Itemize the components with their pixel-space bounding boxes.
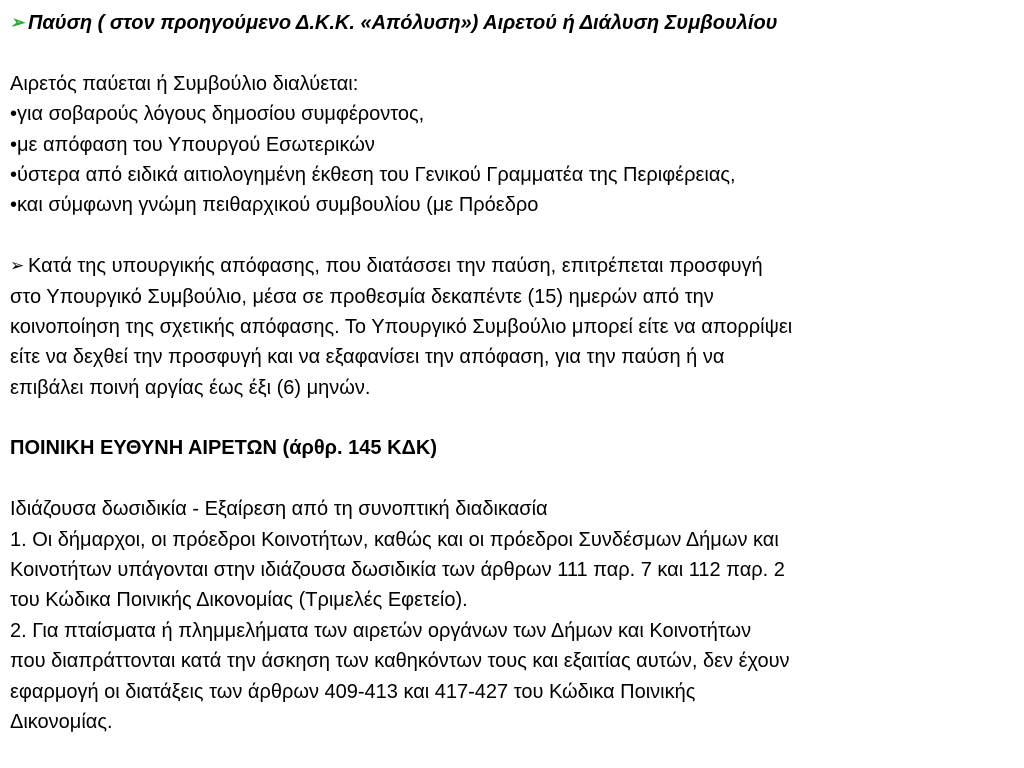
paragraph-line: είτε να δεχθεί την προσφυγή και να εξαφανίσει την απόφαση, για την παύση ή να	[10, 346, 725, 369]
paragraph-line: Δικονομίας.	[10, 710, 113, 733]
paragraph-line: επιβάλει ποινή αργίας έως έξι (6) μηνών.	[10, 376, 371, 399]
paragraph-line: Κατά της υπουργικής απόφασης, που διατάσσει την παύση, επιτρέπεται προσφυγή	[28, 255, 763, 278]
spacer	[10, 464, 1020, 494]
paragraph-line: που διαπράττονται κατά την άσκηση των καθηκόντων τους και εξαιτίας αυτών, δεν έχουν	[10, 650, 790, 673]
paragraph-line: 1. Οι δήμαρχοι, οι πρόεδροι Κοινοτήτων, καθώς και οι πρόεδροι Συνδέσμων Δήμων και	[10, 528, 779, 551]
bullet-item: •και σύμφωνη γνώμη πειθαρχικού συμβουλίου (με Πρόεδρο	[10, 194, 539, 217]
black-arrow-bullet-icon: ➢	[10, 256, 25, 276]
paragraph-line: Κοινοτήτων υπάγονται στην ιδιάζουσα δωσιδικία των άρθρων 111 παρ. 7 και 112 παρ. 2	[10, 559, 785, 582]
spacer	[10, 221, 1020, 251]
green-arrow-bullet-icon: ➢	[10, 13, 25, 32]
paragraph-line: του Κώδικα Ποινικής Δικονομίας (Τριμελές Εφετείο).	[10, 589, 468, 612]
spacer	[10, 38, 1020, 68]
slide-content	[10, 8, 1020, 737]
bullet-item: •ύστερα από ειδικά αιτιολογημένη έκθεση του Γενικού Γραμματέα της Περιφέρειας,	[10, 163, 736, 186]
paragraph-line: εφαρμογή οι διατάξεις των άρθρων 409-413 και 417-427 του Κώδικα Ποινικής	[10, 680, 696, 703]
bullet-item: •με απόφαση του Υπουργού Εσωτερικών	[10, 133, 375, 156]
bullet-item: •για σοβαρούς λόγους δημοσίου συμφέροντος,	[10, 103, 425, 126]
slide-title-text: Παύση ( στον προηγούμενο Δ.Κ.Κ. «Απόλυση») Αιρετού ή Διάλυση Συμβουλίου	[28, 12, 778, 34]
slide-title	[10, 8, 1020, 38]
section2-first-line	[10, 251, 1020, 281]
paragraph-line: στο Υπουργικό Συμβούλιο, μέσα σε προθεσμία δεκαπέντε (15) ημερών από την	[10, 285, 714, 308]
section4-subtitle: Ιδιάζουσα δωσιδικία - Εξαίρεση από τη συνοπτική διαδικασία	[10, 498, 548, 521]
spacer	[10, 403, 1020, 433]
paragraph-line: 2. Για πταίσματα ή πλημμελήματα των αιρετών οργάνων των Δήμων και Κοινοτήτων	[10, 619, 752, 642]
section-heading-criminal-liability: ΠΟΙΝΙΚΗ ΕΥΘΥΝΗ ΑΙΡΕΤΩΝ (άρθρ. 145 ΚΔΚ)	[10, 437, 438, 460]
paragraph-line: κοινοποίηση της σχετικής απόφασης. Το Υπουργικό Συμβούλιο μπορεί είτε να απορρίψει	[10, 315, 793, 338]
section1-intro: Αιρετός παύεται ή Συμβούλιο διαλύεται:	[10, 72, 359, 95]
